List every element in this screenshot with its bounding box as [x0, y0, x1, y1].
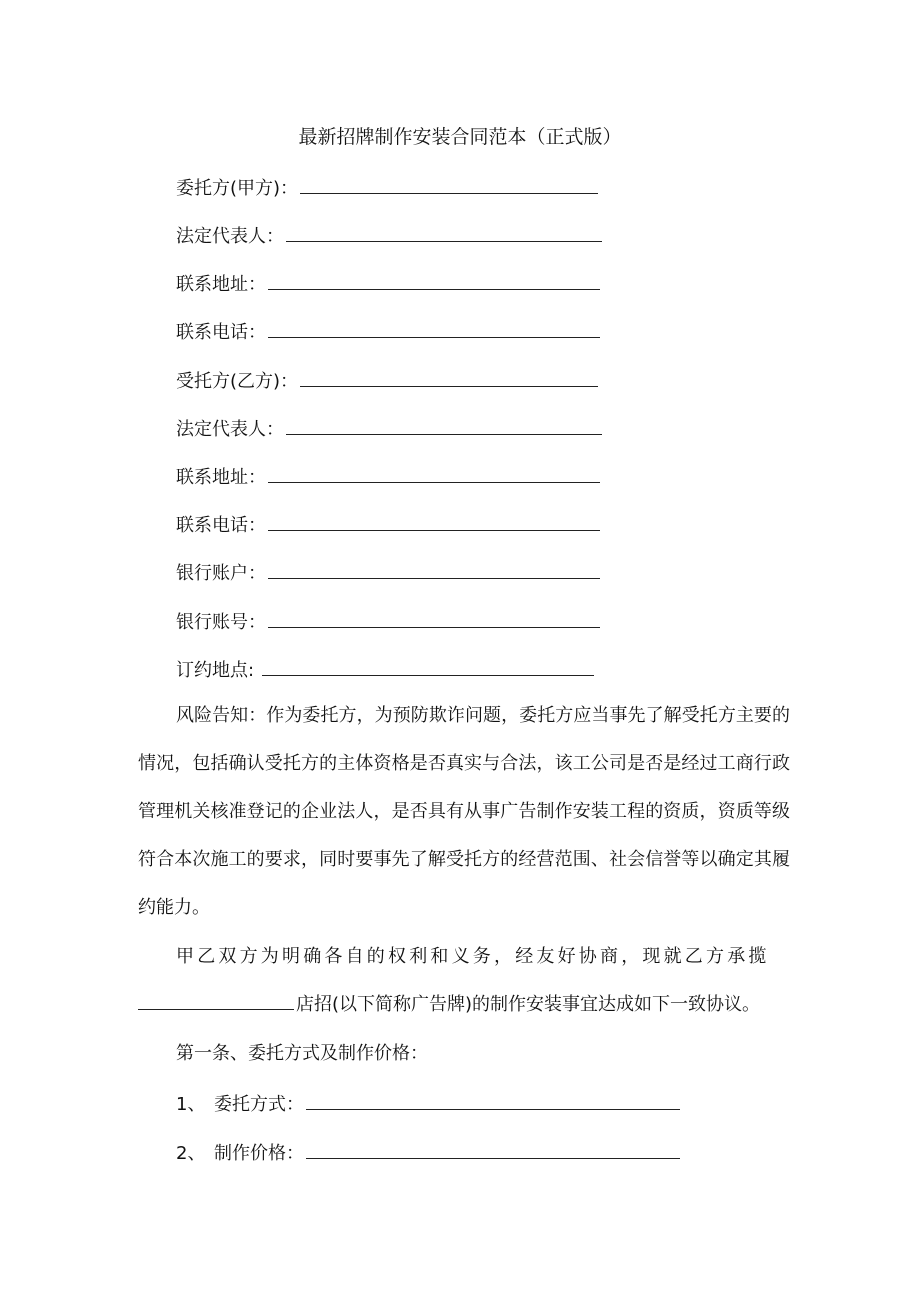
- party-b-address-label: 联系地址：: [176, 467, 266, 488]
- price-blank[interactable]: [306, 1136, 680, 1159]
- party-a-legal-rep-blank[interactable]: [286, 219, 602, 242]
- party-b-phone-label: 联系电话：: [176, 515, 266, 536]
- entrust-method-blank[interactable]: [306, 1087, 680, 1110]
- agreement-intro-text2: 店招(以下简称广告牌)的制作安装事宜达成如下一致协议。: [296, 994, 761, 1015]
- signing-place-label: 订约地点:: [176, 660, 260, 681]
- party-b-legal-rep-field: [176, 412, 602, 445]
- agreement-intro-line1: [138, 933, 770, 981]
- client-field: [176, 171, 598, 204]
- bank-number-field: [176, 605, 600, 638]
- party-b-phone-blank[interactable]: [268, 508, 600, 531]
- item1-label: 委托方式：: [214, 1094, 304, 1115]
- party-a-phone-field: [176, 315, 600, 348]
- signing-place-blank[interactable]: [262, 653, 594, 676]
- party-b-legal-rep-label: 法定代表人：: [176, 419, 284, 440]
- bank-account-label: 银行账户：: [176, 563, 266, 584]
- party-a-phone-blank[interactable]: [268, 315, 600, 338]
- bank-account-field: [176, 556, 600, 589]
- item1-number: 1、: [176, 1094, 206, 1115]
- agreement-intro-text1: 甲乙双方为明确各自的权利和义务，经友好协商，现就乙方承揽: [176, 946, 770, 967]
- article1-item1: [176, 1087, 680, 1120]
- party-b-address-field: [176, 460, 600, 493]
- party-b-address-blank[interactable]: [268, 460, 600, 483]
- bank-number-label: 银行账号：: [176, 612, 266, 633]
- bank-number-blank[interactable]: [268, 605, 600, 628]
- article1-heading: 第一条、委托方式及制作价格：: [176, 1043, 428, 1064]
- bank-account-blank[interactable]: [268, 556, 600, 579]
- agreement-intro-line2: [138, 981, 760, 1029]
- contractor-blank[interactable]: [300, 364, 598, 387]
- risk-notice-paragraph: 风险告知：作为委托方，为预防欺诈问题，委托方应当事先了解受托方主要的情况，包括确认受托方的主体资格是否真实与合法，该工公司是否是经过工商行政管理机关核准登记的企业法人，是否具有从事广告制作安装工程的资质，资质等级符合本次施工的要求，同时要事先了解受托方的经营范围、社会信誉等以确定其履约能力。: [138, 705, 790, 918]
- party-a-address-blank[interactable]: [268, 267, 600, 290]
- item2-number: 2、: [176, 1143, 206, 1164]
- party-a-phone-label: 联系电话：: [176, 322, 266, 343]
- party-b-phone-field: [176, 508, 600, 541]
- contractor-field: [176, 364, 598, 397]
- contractor-label: 受托方(乙方)：: [176, 371, 299, 392]
- client-label: 委托方(甲方)：: [176, 178, 299, 199]
- party-b-legal-rep-blank[interactable]: [286, 412, 602, 435]
- client-blank[interactable]: [300, 171, 598, 194]
- party-a-address-label: 联系地址：: [176, 274, 266, 295]
- party-a-address-field: [176, 267, 600, 300]
- project-name-blank[interactable]: [138, 987, 294, 1010]
- item2-label: 制作价格：: [214, 1143, 304, 1164]
- page-title: 最新招牌制作安装合同范本（正式版）: [298, 126, 622, 148]
- party-a-legal-rep-field: [176, 219, 602, 252]
- party-a-legal-rep-label: 法定代表人：: [176, 226, 284, 247]
- signing-place-field: [176, 653, 594, 686]
- article1-item2: [176, 1136, 680, 1169]
